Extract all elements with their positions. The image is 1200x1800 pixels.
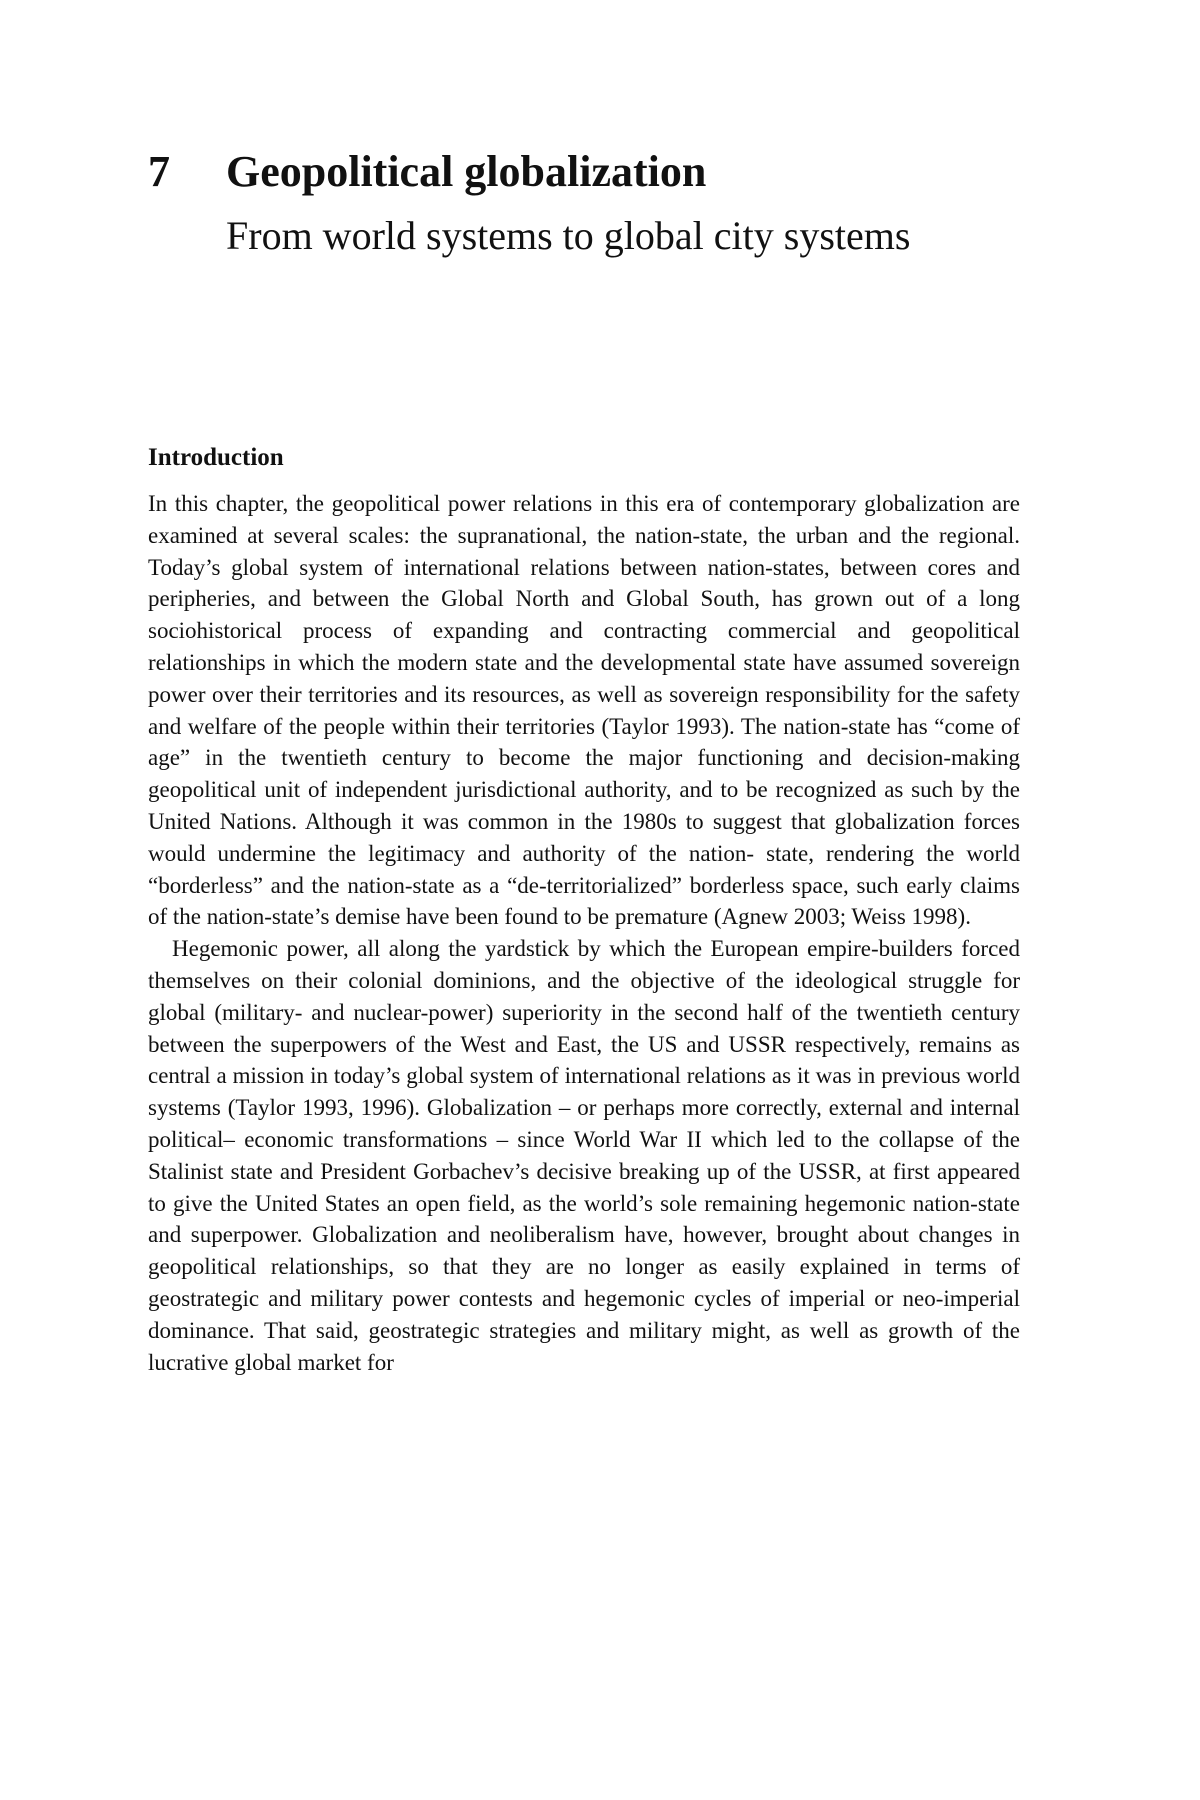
section-heading: Introduction [148,444,284,471]
chapter-title-row [148,147,1048,196]
paragraph: In this chapter, the geopolitical power relations in this era of contemporary globalization are examined at several scales: the supranational, the nation-state, the urban and the regional. Today’s global system of international relations between nation-states, between cores and peripheries, and between the Global North and Global South, has grown out of a long sociohistorical process of expanding and contracting commercial and geopolitical relationships in which the modern state and the developmental state have assumed sovereign power over their territories and its resources, as well as sovereign responsibility for the safety and welfare of the people within their territories (Taylor 1993). The nation-state has “come of age” in the twentieth century to become the major functioning and decision-making geopolitical unit of independent jurisdictional authority, and to be recognized as such by the United Nations. Although it was common in the 1980s to suggest that globalization forces would undermine the legitimacy and authority of the nation- state, rendering the world “borderless” and the nation-state as a “de-territorialized” borderless space, such early claims of the nation-state’s demise have been found to be premature (Agnew 2003; Weiss 1998). [148,491,1020,930]
chapter-header [148,147,1048,258]
chapter-number: 7 [148,147,170,196]
chapter-title: Geopolitical globalization [226,147,707,196]
chapter-subtitle: From world systems to global city systems [226,213,911,258]
body-text [148,442,1020,1378]
paragraph: Hegemonic power, all along the yardstick by which the European empire-builders forced themselves on their colonial dominions, and the objective of the ideological struggle for global (military- and nuclear-power) superiority in the second half of the twentieth century between the superpowers of the West and East, the US and USSR respectively, remains as central a mission in today’s global system of international relations as it was in previous world systems (Taylor 1993, 1996). Globalization – or perhaps more correctly, external and internal political– economic transformations – since World War II which led to the collapse of the Stalinist state and President Gorbachev’s decisive breaking up of the USSR, at first appeared to give the United States an open field, as the world’s sole remaining hegemonic nation-state and superpower. Globalization and neoliberalism have, however, brought about changes in geopolitical relationships, so that they are no longer as easily explained in terms of geostrategic and military power contests and hegemonic cycles of imperial or neo-imperial dominance. That said, geostrategic strategies and military might, as well as growth of the lucrative global market for [148,936,1020,1375]
